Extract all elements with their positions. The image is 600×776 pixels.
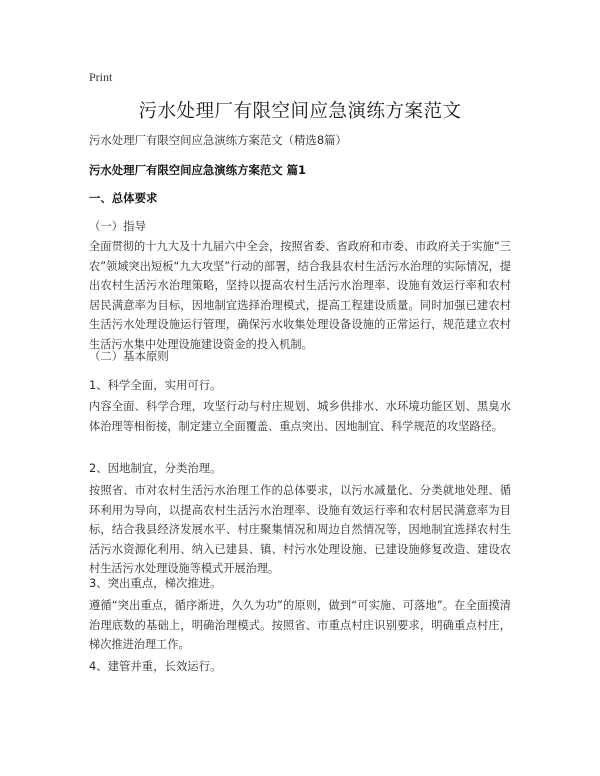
principle-1-title: 1、科学全面，实用可行。 [89, 378, 222, 392]
section-heading-overall: 一、总体要求 [89, 191, 158, 205]
principle-2-title: 2、因地制宜，分类治理。 [89, 461, 222, 475]
subsection-heading-principles: （二）基本原则 [89, 349, 169, 363]
subsection-heading-guidance: （一）指导 [89, 219, 146, 233]
principle-4-title: 4、建管并重，长效运行。 [89, 659, 222, 673]
paragraph-guidance: 全面贯彻的十九大及十九届六中全会，按照省委、省政府和市委、市政府关于实施“三农”领域突出短板“九大攻坚”行动的部署，结合我县农村生活污水治理的实际情况，提出农村生活污水治理策略，坚持以提高农村生活污水治理率、设施有效运行率和农村居民满意率为目标，因地制宜选择治理模式，提高工程建设质量。同时加强已建农村生活污水处理设施运行管理，确保污水收集处理设备设施的正常运行，规范建立农村生活污水集中处理设施建设资金的投入机制。 [89, 240, 511, 351]
principle-3-title: 3、突出重点，梯次推进。 [89, 576, 222, 590]
print-label[interactable]: Print [89, 70, 113, 84]
document-title: 污水处理厂有限空间应急演练方案范文 [138, 101, 462, 122]
document-subtitle: 污水处理厂有限空间应急演练方案范文（精选8篇） [89, 133, 347, 147]
principle-2-text: 按照省、市对农村生活污水治理工作的总体要求，以污水减量化、分类就地处理、循环利用为导向，以提高农村生活污水治理率、设施有效运行率和农村居民满意率为目标，结合我县经济发展水平、村庄聚集情况和周边自然情况等，因地制宜选择农村生活污水资源化利用、纳入已建县、镇、村污水处理设施、已建设施修复改造、建设农村生活污水处理设施等模式开展治理。 [89, 484, 511, 576]
article-heading: 污水处理厂有限空间应急演练方案范文 篇1 [89, 163, 306, 177]
principle-1-text: 内容全面、科学合理，攻坚行动与村庄规划、城乡供排水、水环境功能区划、黑臭水体治理等相衔接，制定建立全面覆盖、重点突出、因地制宜、科学规范的攻坚路径。 [89, 400, 511, 433]
principle-3-text: 遵循“突出重点，循序渐进，久久为功”的原则，做到“可实施、可落地”。在全面摸清治理底数的基础上，明确治理模式。按照省、市重点村庄识别要求，明确重点村庄，梯次推进治理工作。 [89, 599, 511, 652]
